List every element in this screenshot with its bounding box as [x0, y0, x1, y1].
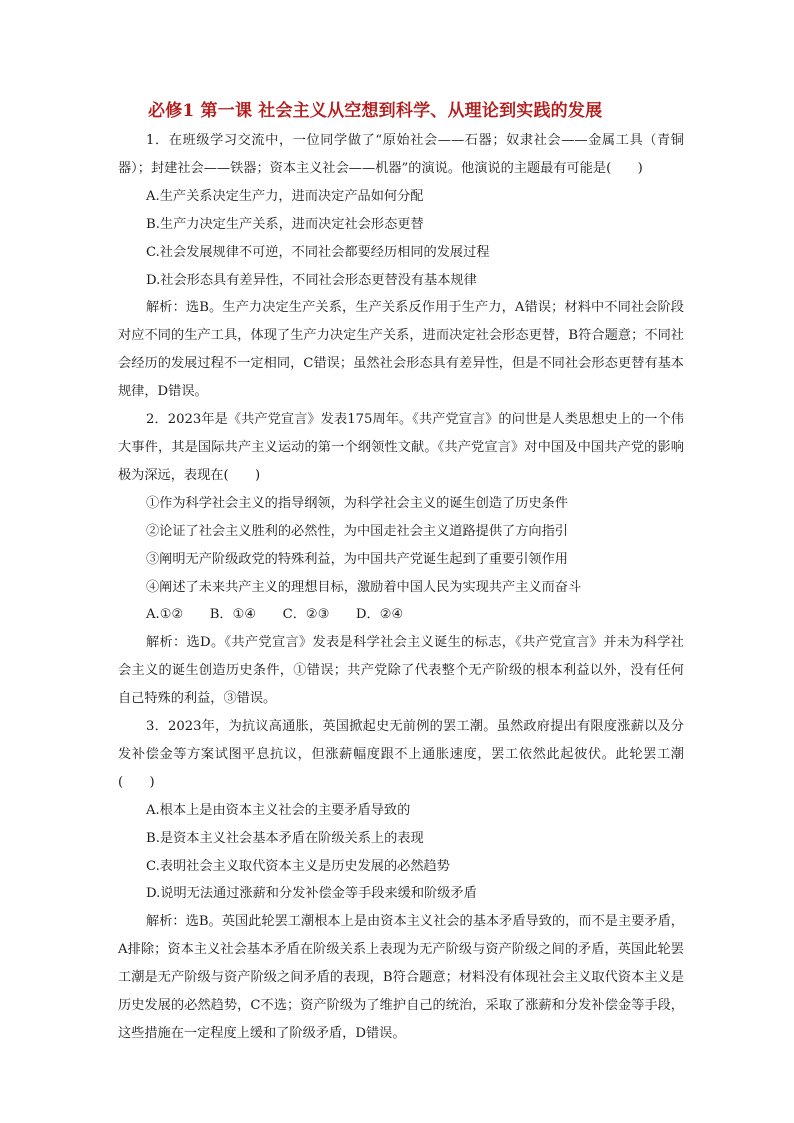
- question-3-analysis: 解析：选B。英国此轮罢工潮根本上是由资本主义社会的基本矛盾导致的，而不是主要矛盾，A排除；资本主义社会基本矛盾在阶级关系上表现为无产阶级与资产阶级之间的矛盾，英国此轮罢工潮是无产阶级与资产阶级之间矛盾的表现，B符合题意；材料没有体现社会主义取代资本主义是历史发展的必然趋势，C不选；资产阶级为了维护自己的统治，采取了涨薪和分发补偿金等手段，这些措施在一定程度上缓和了阶级矛盾，D错误。: [118, 914, 684, 1041]
- question-1-stem: 1．在班级学习交流中，一位同学做了“原始社会——石器；奴隶社会——金属工具（青铜器）；封建社会——铁器；资本主义社会——机器”的演说。他演说的主题最有可能是( ): [118, 133, 684, 176]
- question-2-choices: A.①② B．①④ C．②③ D．②④: [146, 607, 404, 623]
- question-content: [118, 127, 684, 1048]
- question-3-option-b: B.是资本主义社会基本矛盾在阶级关系上的表现: [146, 830, 424, 846]
- question-2-item-2: ②论证了社会主义胜利的必然性，为中国走社会主义道路提供了方向指引: [146, 523, 568, 539]
- question-2-stem: 2．2023年是《共产党宣言》发表175周年。《共产党宣言》的问世是人类思想史上的一个伟大事件，其是国际共产主义运动的第一个纲领性文献。《共产党宣言》对中国及中国共产党的影响极为深远，表现在( ): [118, 412, 684, 483]
- question-3-option-c: C.表明社会主义取代资本主义是历史发展的必然趋势: [146, 858, 450, 874]
- question-1-option-c: C.社会发展规律不可逆，不同社会都要经历相同的发展过程: [146, 244, 490, 260]
- question-2-item-3: ③阐明无产阶级政党的特殊利益，为中国共产党诞生起到了重要引领作用: [146, 551, 568, 567]
- question-3-option-a: A.根本上是由资本主义社会的主要矛盾导致的: [146, 802, 411, 818]
- lesson-title: 必修1 第一课 社会主义从空想到科学、从理论到实践的发展: [148, 101, 603, 121]
- question-3-stem: 3．2023年，为抗议高通胀，英国掀起史无前例的罢工潮。虽然政府提出有限度涨薪以及分发补偿金等方案试图平息抗议，但涨薪幅度跟不上通胀速度，罢工依然此起彼伏。此轮罢工潮( ): [118, 719, 684, 790]
- question-2-item-4: ④阐述了未来共产主义的理想目标，激励着中国人民为实现共产主义而奋斗: [146, 579, 582, 595]
- question-1-option-b: B.生产力决定生产关系，进而决定社会形态更替: [146, 216, 424, 232]
- question-2-analysis: 解析：选D。《共产党宣言》发表是科学社会主义诞生的标志，《共产党宣言》并未为科学社会主义的诞生创造历史条件，①错误；共产党除了代表整个无产阶级的根本利益以外，没有任何自己特殊的利益，③错误。: [118, 635, 684, 707]
- question-1-analysis: 解析：选B。生产力决定生产关系，生产关系反作用于生产力，A错误；材料中不同社会阶段对应不同的生产工具，体现了生产力决定生产关系，进而决定社会形态更替，B符合题意；不同社会经历的发展过程不一定相同，C错误；虽然社会形态具有差异性，但是不同社会形态更替有基本规律，D错误。: [118, 300, 684, 400]
- question-1-option-a: A.生产关系决定生产力，进而决定产品如何分配: [146, 188, 424, 204]
- question-3-option-d: D.说明无法通过涨薪和分发补偿金等手段来缓和阶级矛盾: [146, 886, 477, 902]
- question-2-item-1: ①作为科学社会主义的指导纲领，为科学社会主义的诞生创造了历史条件: [146, 495, 568, 511]
- question-1-option-d: D.社会形态具有差异性，不同社会形态更替没有基本规律: [146, 272, 477, 288]
